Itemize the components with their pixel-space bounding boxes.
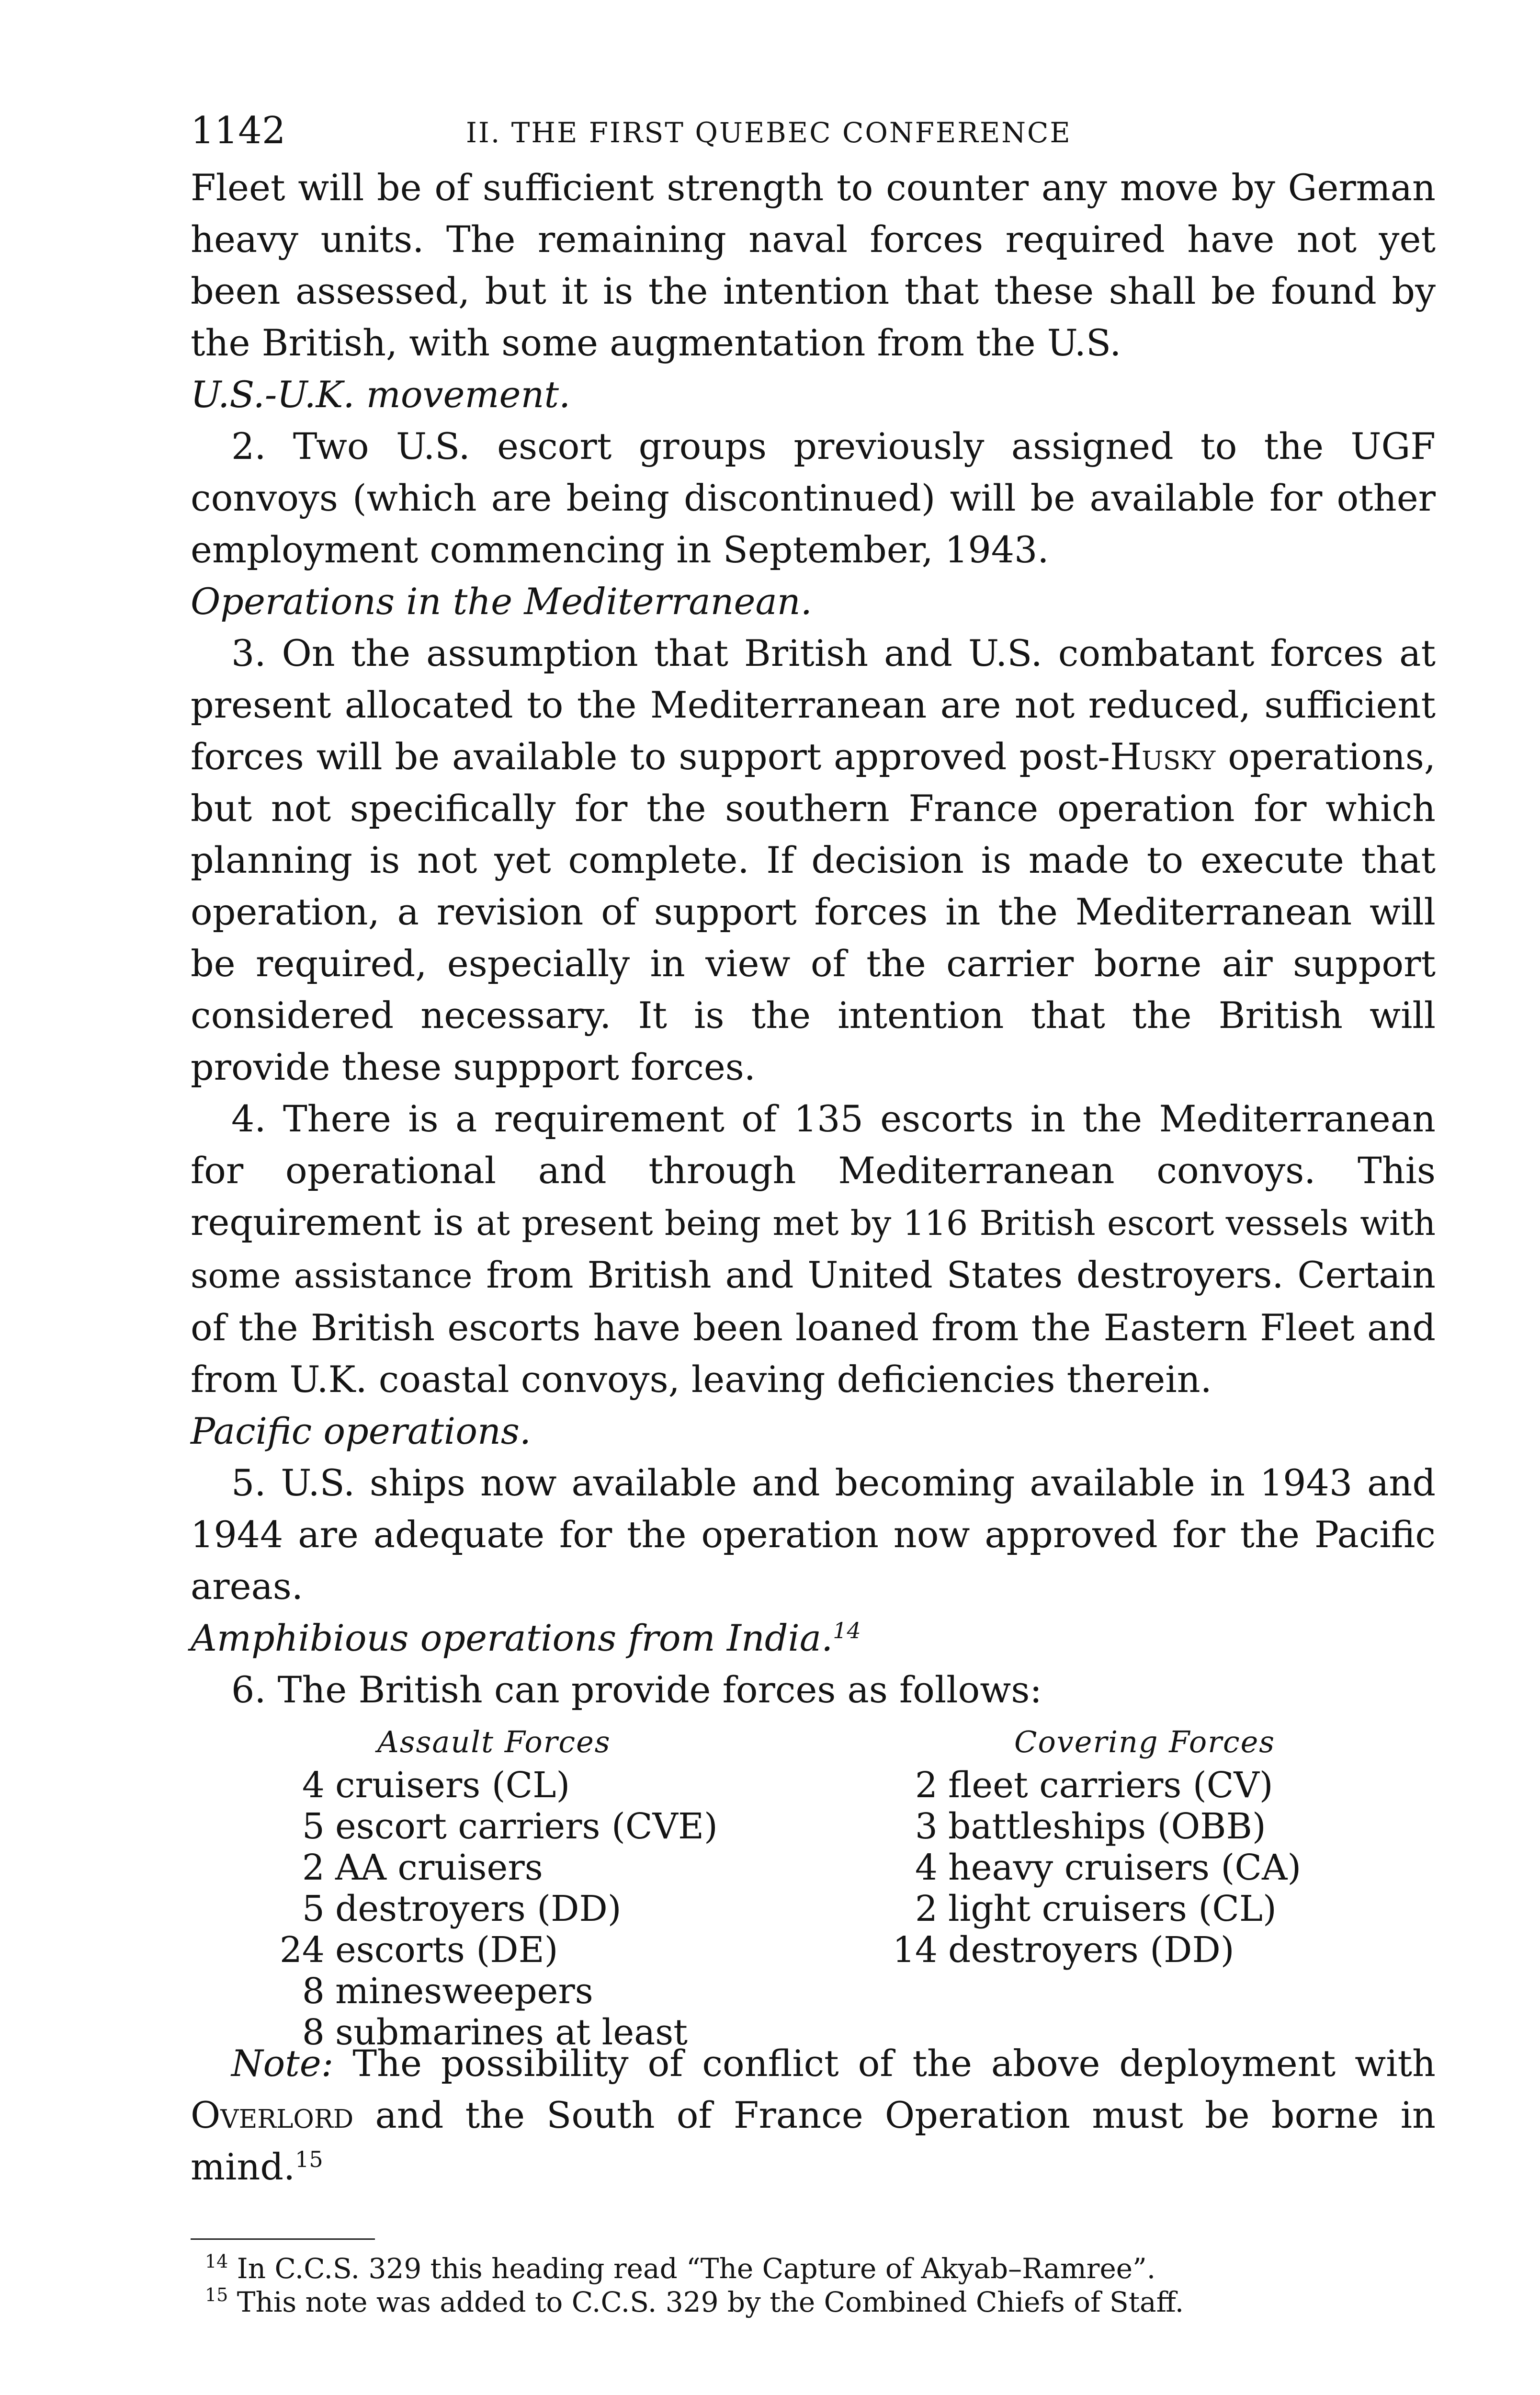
heading-pacific: Pacific operations.: [191, 1410, 532, 1452]
force-description: submarines at least: [335, 2012, 688, 2053]
force-count: 5: [302, 1806, 325, 1847]
covering-row: [875, 1806, 1301, 1847]
footnote-number: 15: [205, 2284, 228, 2305]
assault-forces-column: [262, 1722, 718, 2053]
covering-row: [875, 1765, 1301, 1806]
paragraph-6: 6. The British can provide forces as follows:: [231, 1668, 1042, 1711]
force-count: 8: [302, 2012, 325, 2053]
running-head: II. THE FIRST QUEBEC CONFERENCE: [466, 116, 1072, 149]
force-description: cruisers (CL): [335, 1765, 570, 1806]
force-description: AA cruisers: [335, 1847, 543, 1888]
force-description: light cruisers (CL): [948, 1888, 1277, 1929]
footnote-ref-15: 15: [295, 2146, 323, 2172]
paragraph-4-part-a: 4. There is a requirement of 135 escorts in the Mediterranean for operational and through Mediterranean convoys. This requirement is: [191, 1097, 1436, 1243]
paragraph-3-part-a: 3. On the assumption that British and U.S. combatant forces at present allocated to the Mediterranean are not reduced, sufficient forces will be available to support approved post-: [191, 632, 1436, 778]
heading-mediterranean: Operations in the Mediterranean.: [191, 580, 812, 623]
force-description: escorts (DE): [335, 1929, 558, 1971]
paragraph-4-part-b: from British and United States destroyers. Certain of the British escorts have been loaned from the Eastern Fleet and from U.K. coastal convoys, leaving deficiencies therein.: [191, 1254, 1436, 1401]
footnotes: [191, 2252, 1436, 2319]
heading-india-text: Amphibious operations from India.: [191, 1617, 833, 1659]
force-description: fleet carriers (CV): [948, 1765, 1273, 1806]
paragraph-3-part-b: operations, but not specifically for the southern France operation for which planning is not yet complete. If decision is made to execute that operation, a revision of support forces in the Mediterranean will be required, especially in view of the carrier borne air support considered necessary. It is the intention that the British will provide these suppport forces.: [191, 735, 1436, 1088]
force-description: heavy cruisers (CA): [948, 1847, 1302, 1888]
heading-india: [191, 1612, 1436, 1664]
footnote-text: This note was added to C.C.S. 329 by the Combined Chiefs of Staff.: [228, 2286, 1184, 2318]
footnote-divider: [191, 2238, 375, 2240]
footnote-text: In C.C.S. 329 this heading read “The Capture of Akyab–Ramree”.: [228, 2252, 1156, 2285]
note-label: Note:: [231, 2042, 334, 2085]
body-text: [191, 162, 1436, 2193]
assault-forces-title: Assault Forces: [377, 1724, 611, 1759]
assault-row: [262, 1847, 718, 1888]
covering-row: [875, 1929, 1301, 1971]
assault-row: [262, 1888, 718, 1929]
paragraph-2: 2. Two U.S. escort groups previously assigned to the UGF convoys (which are being discontinued) will be available for other employment commencing in September, 1943.: [191, 425, 1436, 571]
force-description: destroyers (DD): [948, 1929, 1234, 1971]
overlord-codename: Overlord: [191, 2094, 354, 2136]
paragraph-3: [191, 627, 1436, 1093]
covering-forces-column: [875, 1722, 1301, 1971]
footnote-14: [191, 2252, 1436, 2285]
page-number: 1142: [191, 109, 286, 152]
paragraph-1: Fleet will be of sufficient strength to counter any move by German heavy units. The remaining naval forces required have not yet been assessed, but it is the intention that these shall be found by the British, with some augmentation from the U.S.: [191, 166, 1436, 364]
paragraph-5: 5. U.S. ships now available and becoming available in 1943 and 1944 are adequate for the operation now approved for the Pacific areas.: [191, 1461, 1436, 1608]
force-description: escort carriers (CVE): [335, 1806, 718, 1847]
covering-row: [875, 1847, 1301, 1888]
paragraph-4-small-line: at present being met by 116 British escort vessels with some assistance: [191, 1203, 1436, 1296]
force-count: 2: [302, 1847, 325, 1888]
force-count: 5: [302, 1888, 325, 1929]
force-count: 4: [302, 1765, 325, 1806]
force-count: 8: [302, 1971, 325, 2012]
covering-row: [875, 1888, 1301, 1929]
covering-forces-title: Covering Forces: [1014, 1724, 1276, 1759]
heading-us-uk-movement: U.S.-U.K. movement.: [191, 373, 571, 416]
paragraph-4: [191, 1093, 1436, 1405]
force-count: 24: [279, 1929, 325, 1971]
assault-row: [262, 2012, 718, 2053]
footnote-ref-14: 14: [833, 1618, 861, 1643]
assault-row: [262, 1806, 718, 1847]
force-description: destroyers (DD): [335, 1888, 622, 1929]
note-text-part-b: and the South of France Operation must be borne in mind.: [191, 2094, 1436, 2188]
footnote-15: [191, 2285, 1436, 2319]
assault-row: [262, 1765, 718, 1806]
force-count: 14: [892, 1929, 938, 1971]
forces-table: [191, 1722, 1436, 2053]
force-count: 3: [915, 1806, 938, 1847]
note-paragraph: [191, 2038, 1436, 2193]
note-text-part-a: The possibility of conflict of the above deployment with: [333, 2042, 1436, 2085]
page-header: [191, 109, 1436, 162]
footnote-number: 14: [205, 2251, 228, 2272]
page: [191, 109, 1436, 2319]
force-count: 2: [915, 1765, 938, 1806]
husky-codename: Husky: [1110, 735, 1216, 778]
force-description: battleships (OBB): [948, 1806, 1266, 1847]
force-description: minesweepers: [335, 1971, 593, 2012]
assault-row: [262, 1929, 718, 1971]
force-count: 4: [915, 1847, 938, 1888]
assault-row: [262, 1971, 718, 2012]
force-count: 2: [915, 1888, 938, 1929]
